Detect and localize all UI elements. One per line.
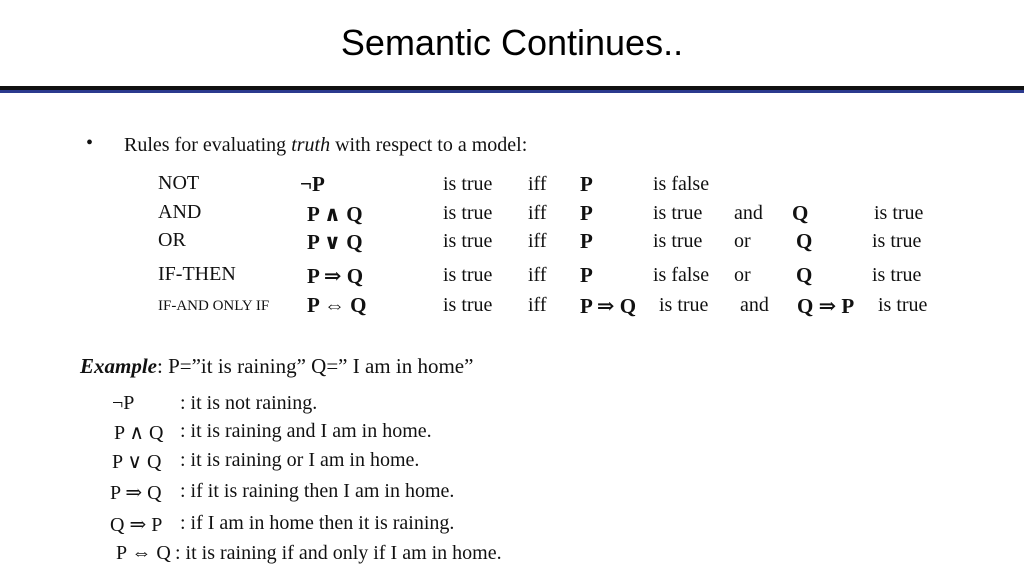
rule-connective: or — [734, 230, 751, 252]
rule-rhs-value: is true — [872, 264, 922, 286]
rule-connective: and — [734, 202, 763, 224]
example-description: : if it is raining then I am in home. — [180, 480, 455, 502]
example-symbol: Q ⇒ P — [110, 514, 163, 536]
rule-name: IF-AND ONLY IF — [158, 298, 270, 314]
example-description: : it is raining if and only if I am in home. — [175, 542, 502, 564]
example-symbol: P ⇒ Q — [110, 482, 162, 504]
bullet-point: • — [86, 132, 94, 154]
example-description: : it is raining and I am in home. — [180, 420, 432, 442]
rule-name: NOT — [158, 172, 200, 194]
intro-text-after: with respect to a model: — [330, 134, 528, 156]
example-symbol: P ∧ Q — [114, 422, 164, 444]
slide-title: Semantic Continues.. — [340, 22, 684, 63]
rule-rhs: Q — [796, 263, 813, 287]
example-label: Example — [80, 354, 157, 378]
example-symbol: ¬P — [112, 392, 135, 414]
rule-rhs: Q — [792, 201, 809, 225]
rule-iff: iff — [528, 294, 547, 316]
rule-connective: or — [734, 264, 751, 286]
rule-rhs-value: is true — [872, 230, 922, 252]
rule-rhs: Q ⇒ P — [797, 294, 855, 318]
rule-rhs-value: is true — [878, 294, 928, 316]
rule-connective: and — [740, 294, 769, 316]
intro-text-before: Rules for evaluating — [124, 134, 292, 156]
rule-expression: P ⇒ Q — [307, 264, 364, 288]
rule-lhs: P — [580, 229, 593, 253]
rule-lhs-value: is true — [653, 230, 703, 252]
rule-is-true: is true — [443, 230, 493, 252]
example-symbol: P ∨ Q — [112, 451, 162, 473]
rule-iff: iff — [528, 202, 547, 224]
rule-iff: iff — [528, 230, 547, 252]
rule-name: AND — [158, 201, 202, 223]
rule-is-true: is true — [443, 264, 493, 286]
intro-emphasis: truth — [291, 134, 331, 156]
rule-lhs-value: is false — [653, 173, 710, 195]
rule-lhs-value: is true — [653, 202, 703, 224]
rule-lhs-value: is false — [653, 264, 710, 286]
rule-expression: P ∧ Q — [307, 202, 363, 226]
rule-name: IF-THEN — [158, 263, 236, 285]
rule-rhs: Q — [796, 229, 813, 253]
rule-is-true: is true — [443, 294, 493, 316]
rule-lhs: P ⇒ Q — [580, 294, 637, 318]
rule-rhs-value: is true — [874, 202, 924, 224]
rule-iff: iff — [528, 264, 547, 286]
example-definition: : P=”it is raining” Q=” I am in home” — [157, 354, 474, 378]
example-description: : it is raining or I am in home. — [180, 449, 420, 471]
example-heading — [80, 354, 473, 379]
rule-expression: P ∨ Q — [307, 230, 363, 254]
rule-is-true: is true — [443, 173, 493, 195]
rule-iff: iff — [528, 173, 547, 195]
example-symbol: P ⇔ Q — [116, 542, 171, 564]
rule-lhs: P — [580, 172, 593, 196]
rule-name: OR — [158, 229, 186, 251]
rule-lhs: P — [580, 263, 593, 287]
rule-is-true: is true — [443, 202, 493, 224]
rule-lhs: P — [580, 201, 593, 225]
rule-expression: P ⇔ Q — [307, 293, 367, 317]
rule-expression: ¬P — [300, 172, 325, 196]
rule-lhs-value: is true — [659, 294, 709, 316]
example-description: : if I am in home then it is raining. — [180, 512, 455, 534]
example-description: : it is not raining. — [180, 392, 318, 414]
